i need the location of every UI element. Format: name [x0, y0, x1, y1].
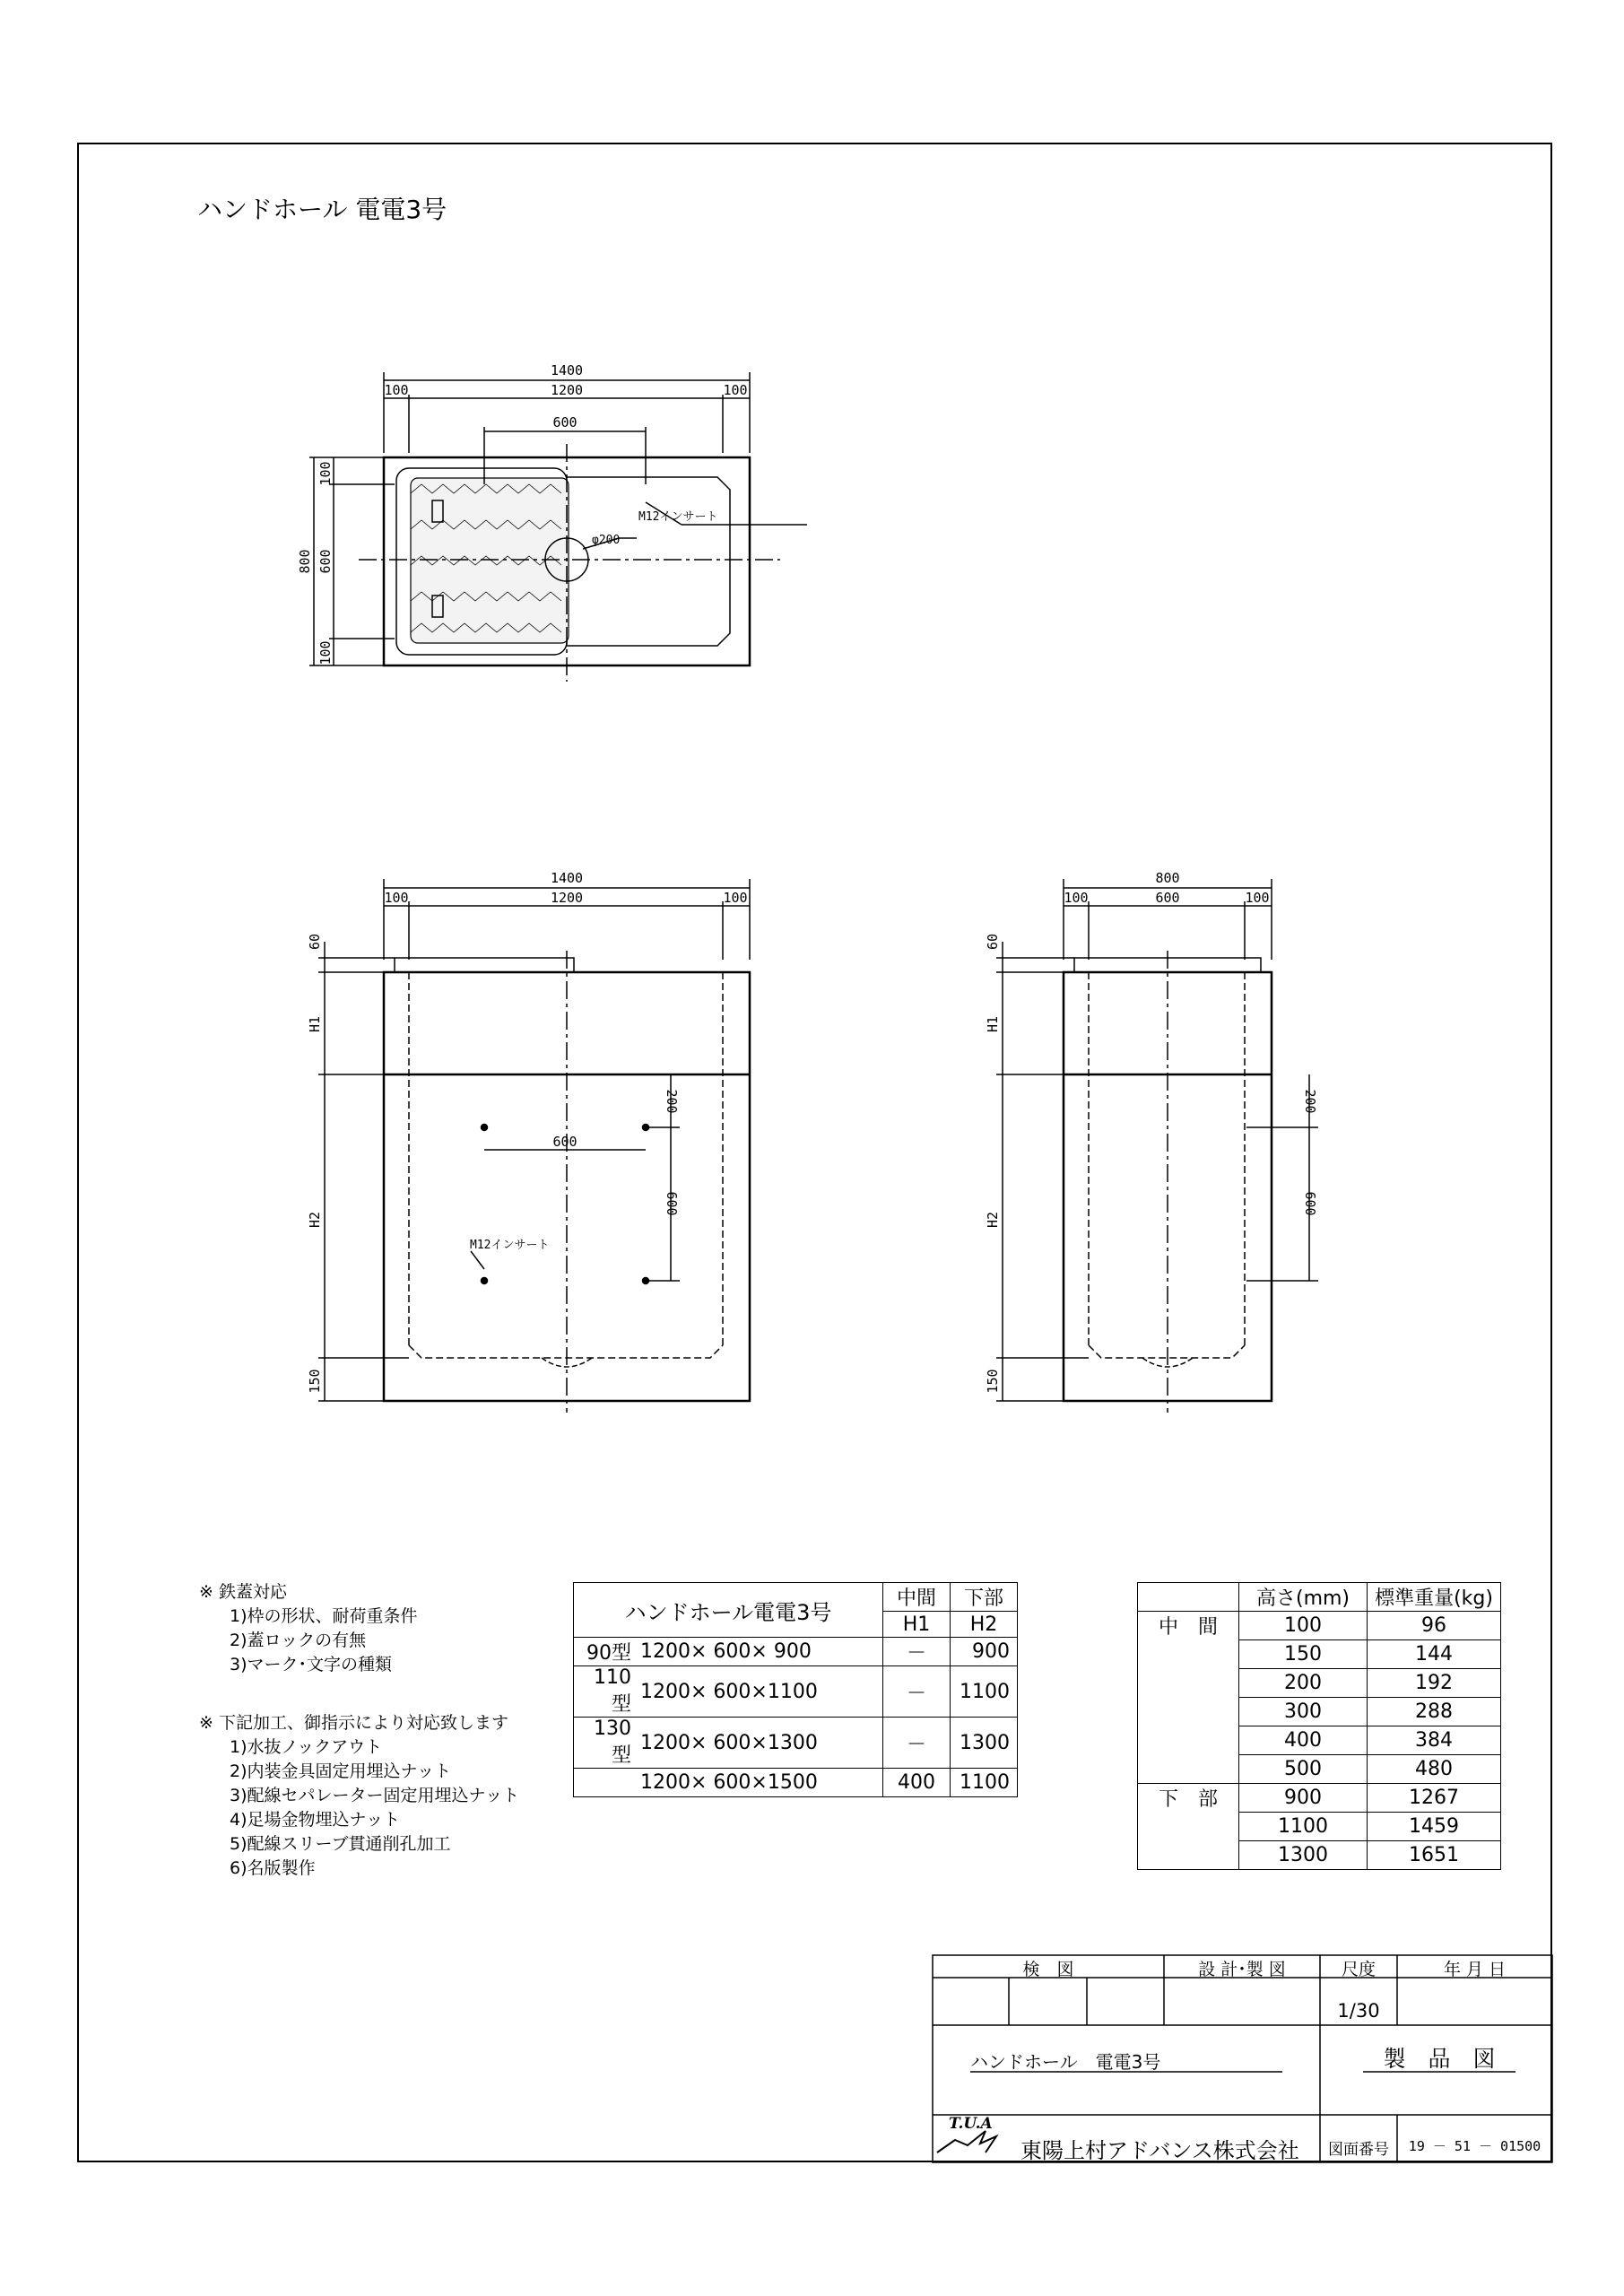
notes-processing-item: 4)足場金物埋込ナット: [230, 1810, 401, 1830]
notes-processing-item: 6)名版製作: [230, 1858, 316, 1878]
dim-front-width: 1400: [550, 870, 584, 886]
dim-side-insert-spacing: 600: [1302, 1191, 1318, 1216]
notes-cover-head: ※ 鉄蓋対応: [199, 1582, 287, 1602]
notes-processing-item: 3)配線セパレーター固定用埋込ナット: [230, 1786, 520, 1805]
size-dimensions: 1200× 600×1100: [633, 1666, 883, 1718]
label-pipe-diameter: φ200: [592, 534, 621, 547]
dim-top-lower-margin: 100: [317, 640, 334, 665]
notes-processing-head: ※ 下記加工、御指示により対応致します: [199, 1713, 508, 1733]
size-type: 90型: [574, 1638, 634, 1666]
weight-value: 384: [1368, 1726, 1501, 1755]
dim-side-h1: H1: [985, 1015, 1001, 1033]
dim-top-width: 1400: [550, 362, 584, 378]
size-dimensions: 1200× 600×1500: [633, 1769, 883, 1797]
weight-table-height-header: 高さ(mm): [1239, 1583, 1368, 1612]
company-name: 東陽上村アドバンス株式会社: [1020, 2138, 1299, 2163]
dim-side-inner-width: 600: [1155, 890, 1180, 906]
dim-front-insert-offset: 200: [664, 1089, 680, 1114]
weight-value: 144: [1368, 1640, 1501, 1669]
title-block-date-label: 年 月 日: [1443, 1960, 1507, 1979]
title-block-check: 検 図: [1022, 1960, 1074, 1979]
size-h1: 400: [883, 1769, 951, 1797]
size-table-mid-header: 中間: [883, 1583, 951, 1612]
dim-front-right-margin: 100: [723, 890, 748, 906]
weight-value: 1267: [1368, 1784, 1501, 1813]
weight-height: 100: [1239, 1612, 1368, 1640]
notes-processing-item: 2)内装金具固定用埋込ナット: [230, 1761, 452, 1781]
title-block-design: 設 計･製 図: [1198, 1960, 1286, 1979]
weight-height: 200: [1239, 1669, 1368, 1698]
dim-side-width: 800: [1155, 870, 1180, 886]
title-block-type: 製 品 図: [1383, 2046, 1496, 2072]
dim-top-cover-width: 600: [552, 414, 578, 430]
dim-top-inner-width: 1200: [550, 382, 584, 398]
dim-front-insert-spacing-v: 600: [664, 1191, 680, 1216]
drawing-title: ハンドホール 電電3号: [197, 195, 447, 224]
size-h2: 900: [951, 1638, 1018, 1666]
title-block-scale: 1/30: [1337, 2000, 1380, 2022]
size-h2: 1100: [951, 1666, 1018, 1718]
weight-height: 400: [1239, 1726, 1368, 1755]
size-table-h1-header: H1: [883, 1612, 951, 1638]
notes-cover-item: 3)マーク･文字の種類: [230, 1655, 393, 1674]
weight-value: 1651: [1368, 1841, 1501, 1870]
weight-height: 300: [1239, 1698, 1368, 1726]
weight-table-weight-header: 標準重量(kg): [1368, 1583, 1501, 1612]
title-block-drawing-no-label: 図面番号: [1328, 2141, 1389, 2159]
size-table-low-header: 下部: [951, 1583, 1018, 1612]
dim-side-left-margin: 100: [1064, 890, 1089, 906]
weight-height: 1100: [1239, 1813, 1368, 1841]
notes-cover-item: 2)蓋ロックの有無: [230, 1631, 367, 1650]
notes-cover-item: 1)枠の形状、耐荷重条件: [230, 1606, 418, 1626]
size-dimensions: 1200× 600× 900: [633, 1638, 883, 1666]
dim-top-depth: 800: [297, 549, 313, 574]
size-h1: －: [883, 1638, 951, 1666]
dim-side-right-margin: 100: [1245, 890, 1270, 906]
dim-front-left-margin: 100: [384, 890, 409, 906]
dim-front-base: 150: [307, 1369, 323, 1394]
dim-side-insert-offset: 200: [1302, 1089, 1318, 1114]
dim-side-base: 150: [985, 1369, 1001, 1394]
dim-top-upper-margin: 100: [317, 461, 334, 486]
weight-height: 1300: [1239, 1841, 1368, 1870]
weight-value: 192: [1368, 1669, 1501, 1698]
title-block-name: ハンドホール 電電3号: [970, 2051, 1161, 2073]
size-h2: 1100: [951, 1769, 1018, 1797]
notes-processing-item: 1)水抜ノックアウト: [230, 1737, 383, 1757]
dim-front-cover-height: 60: [307, 933, 323, 951]
dim-front-insert-spacing-h: 600: [552, 1134, 578, 1150]
size-table-name-header: ハンドホール電電3号: [574, 1583, 883, 1638]
dim-front-h2: H2: [307, 1211, 323, 1229]
weight-mid-label: 中 間: [1138, 1612, 1239, 1784]
size-table-h2-header: H2: [951, 1612, 1018, 1638]
dim-side-h2: H2: [985, 1211, 1001, 1229]
label-m12-insert-top: M12インサート: [638, 510, 718, 524]
size-dimensions: 1200× 600×1300: [633, 1718, 883, 1769]
title-block-drawing-no: 19 － 51 － 01500: [1408, 2138, 1541, 2154]
weight-value: 480: [1368, 1755, 1501, 1784]
weight-height: 500: [1239, 1755, 1368, 1784]
size-h2: 1300: [951, 1718, 1018, 1769]
dim-side-cover-height: 60: [985, 933, 1001, 951]
dim-front-inner-width: 1200: [550, 890, 584, 906]
weight-value: 96: [1368, 1612, 1501, 1640]
dim-front-h1: H1: [307, 1015, 323, 1033]
weight-low-label: 下 部: [1138, 1784, 1239, 1870]
size-type: 130型: [574, 1718, 634, 1769]
weight-value: 1459: [1368, 1813, 1501, 1841]
notes-processing-item: 5)配線スリーブ貫通削孔加工: [230, 1834, 451, 1854]
dim-top-inner-depth: 600: [317, 549, 334, 574]
title-block-scale-label: 尺度: [1341, 1960, 1376, 1979]
size-h1: －: [883, 1666, 951, 1718]
weight-height: 900: [1239, 1784, 1368, 1813]
weight-height: 150: [1239, 1640, 1368, 1669]
label-m12-insert-front: M12インサート: [470, 1239, 550, 1252]
size-type: 110型: [574, 1666, 634, 1718]
weight-value: 288: [1368, 1698, 1501, 1726]
company-logo: T.U.A: [949, 2115, 993, 2133]
dim-top-left-margin: 100: [384, 382, 409, 398]
size-h1: －: [883, 1718, 951, 1769]
dim-top-right-margin: 100: [723, 382, 748, 398]
